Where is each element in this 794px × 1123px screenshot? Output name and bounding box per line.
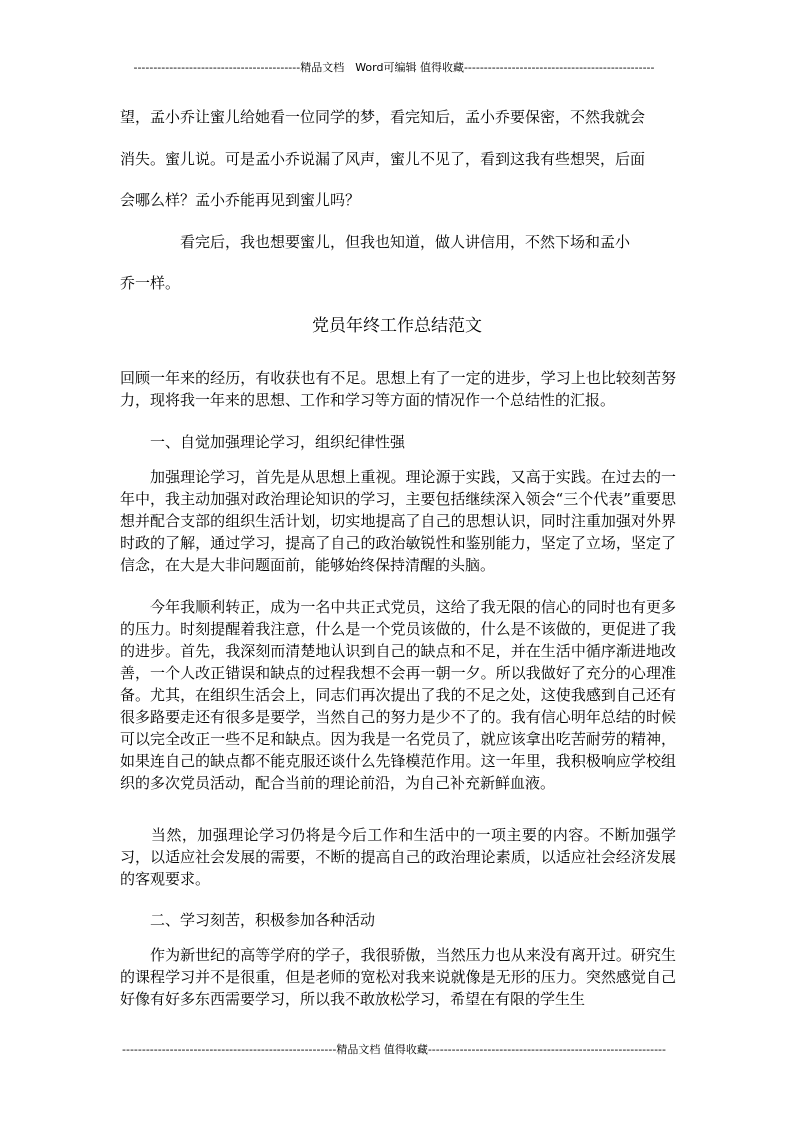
intro-line: 看完后，我也想要蜜儿，但我也知道，做人讲信用，不然下场和孟小: [120, 233, 631, 251]
document-title: 党员年终工作总结范文: [312, 316, 482, 336]
intro-line: 乔一样。: [120, 274, 181, 292]
paragraph: 作为新世纪的高等学府的学子，我很骄傲，当然压力也从来没有离开过。研究生的课程学习并不是很重，但是老师的宽松对我来说就像是无形的压力。突然感觉自己好像有好多东西需要学习，所以我不敢放松学习，希望在有限的学生生: [120, 946, 676, 1008]
intro-line: 望，孟小乔让蜜儿给她看一位同学的梦，看完知后，孟小乔要保密，不然我就会: [120, 108, 646, 126]
paragraph: 当然，加强理论学习仍将是今后工作和生活中的一项主要的内容。不断加强学习，以适应社会发展的需要，不断的提高自己的政治理论素质，以适应社会经济发展的客观要求。: [120, 826, 676, 888]
paragraph: 加强理论学习，首先是从思想上重视。理论源于实践，又高于实践。在过去的一年中，我主动加强对政治理论知识的学习，主要包括继续深入领会“三个代表”重要思想并配合支部的组织生活计划，切实地提高了自己的思想认识，同时注重加强对外界时政的了解，通过学习，提高了自己的政治敏锐性和鉴别能力，坚定了立场，坚定了信念，在大是大非问题面前，能够始终保持清醒的头脑。: [120, 468, 676, 574]
page-header: ------------------------------------------精品文档 Word可编辑 值得收藏------------------------------------------------: [133, 61, 655, 74]
intro-line: 会哪么样？孟小乔能再见到蜜儿吗？: [120, 191, 361, 209]
paragraph: 回顾一年来的经历，有收获也有不足。思想上有了一定的进步，学习上也比较刻苦努力，现将我一年来的思想、工作和学习等方面的情况作一个总结性的汇报。: [120, 369, 676, 409]
intro-line: 消失。蜜儿说。可是孟小乔说漏了风声，蜜儿不见了，看到这我有些想哭，后面: [120, 150, 646, 168]
page-footer: ------------------------------------------------------精品文档 值得收藏------------------------------------------------------------: [122, 1043, 666, 1056]
paragraph: 今年我顺利转正，成为一名中共正式党员，这给了我无限的信心的同时也有更多的压力。时刻提醒着我注意，什么是一个党员该做的，什么是不该做的，更促进了我的进步。首先，我深刻而清楚地认识到自己的缺点和不足，并在生活中循序渐进地改善，一个人改正错误和缺点的过程我想不会再一朝一夕。所以我做好了充分的心理准备。尤其，在组织生活会上，同志们再次提出了我的不足之处，这使我感到自己还有很多路要走还有很多是要学，当然自己的努力是少不了的。我有信心明年总结的时候可以完全改正一些不足和缺点。因为我是一名党员了，就应该拿出吃苦耐劳的精神，如果连自己的缺点都不能克服还谈什么先锋模范作用。这一年里，我积极响应学校组织的多次党员活动，配合当前的理论前沿，为自己补充新鲜血液。: [120, 598, 676, 792]
section-heading: 一、自觉加强理论学习，组织纪律性强: [120, 433, 406, 451]
section-heading: 二、学习刻苦，积极参加各种活动: [120, 911, 376, 929]
